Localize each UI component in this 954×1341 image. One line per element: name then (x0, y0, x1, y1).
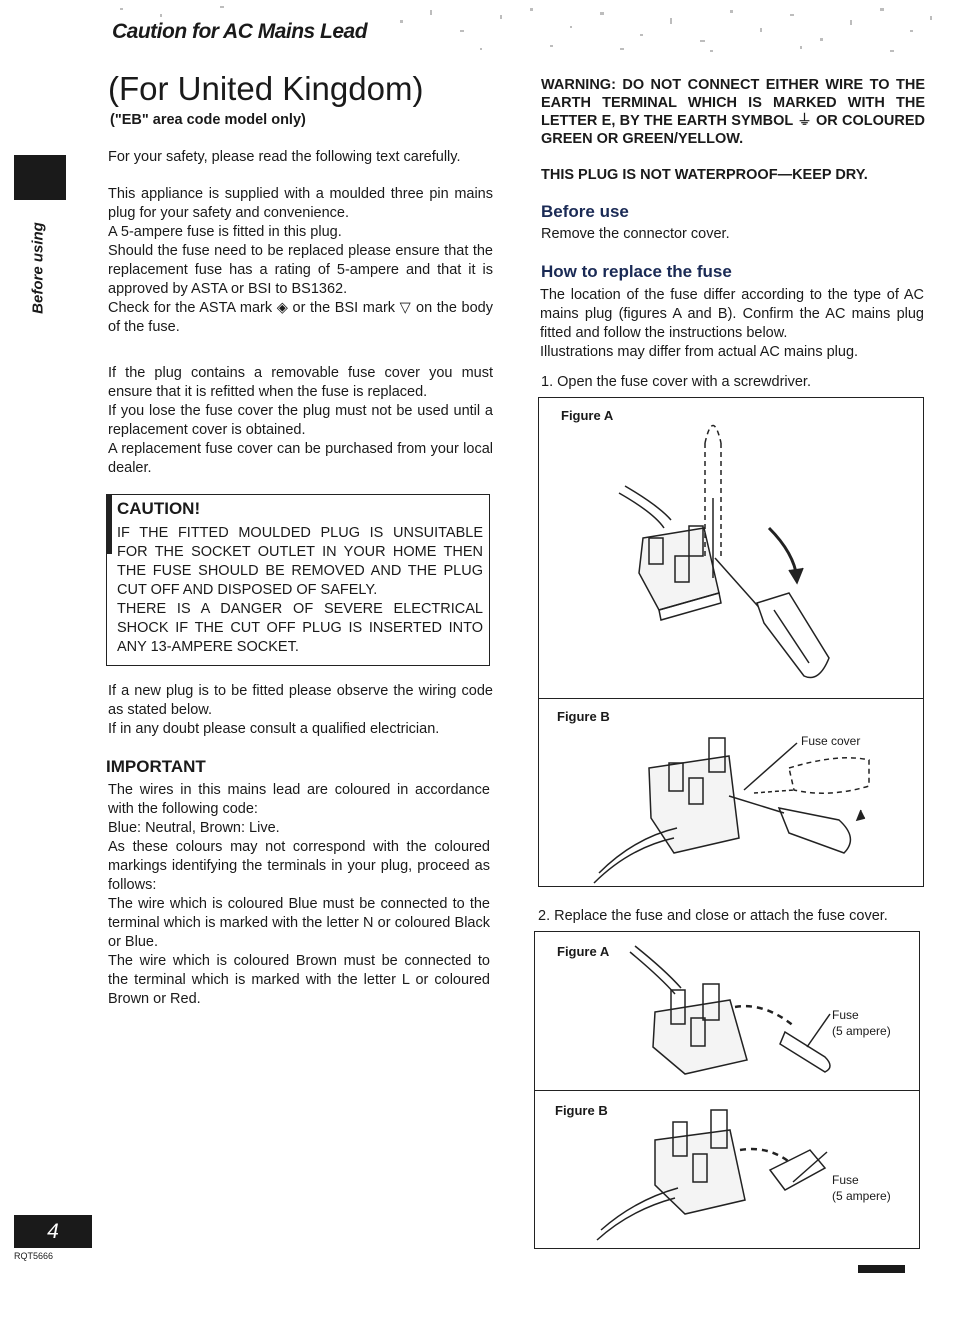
end-of-section-marker (858, 1265, 905, 1273)
text-line: The wire which is coloured Blue must be connected to the terminal which is marked with the letter N or coloured Black or Blue. (108, 896, 490, 950)
caution-line: IF THE FITTED MOULDED PLUG IS UNSUITABLE FOR THE SOCKET OUTLET IN YOUR HOME THEN THE FUSE SHOULD BE REMOVED AND THE PLUG CUT OFF AND DISPOSED OF SAFELY. (117, 525, 483, 598)
intro-text: For your safety, please read the following text carefully. (108, 149, 461, 165)
fuse-rating-label: (5 ampere) (832, 1189, 891, 1203)
caution-bar (106, 494, 112, 554)
fuse-cover-paragraph (108, 364, 493, 478)
figure-b-plug-fuse-cover (539, 698, 923, 886)
caution-line: THERE IS A DANGER OF SEVERE ELECTRICAL SHOCK IF THE CUT OFF PLUG IS INSERTED INTO ANY 13-AMPERE SOCKET. (117, 601, 483, 655)
page-number: 4 (14, 1215, 92, 1248)
important-heading: IMPORTANT (106, 757, 206, 776)
not-waterproof-text: THIS PLUG IS NOT WATERPROOF—KEEP DRY. (541, 167, 868, 183)
text-line: As these colours may not correspond with the coloured markings identifying the terminals in your plug, proceed as follows: (108, 839, 490, 893)
caution-title: CAUTION! (117, 499, 201, 518)
text-line: This appliance is supplied with a moulded three pin mains plug for your safety and convenience. (108, 186, 493, 221)
caution-text (117, 524, 483, 657)
before-use-heading: Before use (541, 202, 629, 221)
text-line: If a new plug is to be fitted please observe the wiring code as stated below. (108, 683, 493, 718)
figure-a-fuse-replace (535, 932, 919, 1090)
text-line: If the plug contains a removable fuse cover you must ensure that it is refitted when the fuse is replaced. (108, 365, 493, 400)
figure-a-label: Figure A (561, 408, 614, 423)
replace-fuse-text (540, 286, 924, 362)
fuse-info-paragraph (108, 185, 493, 337)
fuse-label: Fuse (832, 1173, 859, 1187)
fuse-label: Fuse (832, 1008, 859, 1022)
text-line: The location of the fuse differ according to the type of AC mains plug (figures A and B). Confirm the AC mains plug fitted and follow the instructions below. (540, 287, 924, 341)
text-line: If in any doubt please consult a qualified electrician. (108, 721, 440, 737)
figure-b-fuse-replace (535, 1090, 919, 1248)
text-line: Illustrations may differ from actual AC mains plug. (540, 344, 859, 360)
step-1-figures (538, 397, 924, 887)
caution-box (106, 494, 490, 666)
step-2-text: 2. Replace the fuse and close or attach the fuse cover. (538, 908, 888, 924)
side-tab-label: Before using (29, 222, 47, 314)
text-line: The wires in this mains lead are coloured in accordance with the following code: (108, 782, 490, 817)
text-line: Blue: Neutral, Brown: Live. (108, 820, 280, 836)
side-tab-marker (14, 155, 66, 200)
text-line: Should the fuse need to be replaced please ensure that the replacement fuse has a rating of 5-ampere and that it is approved by ASTA or BSI to BS1362. (108, 243, 493, 297)
page-title: (For United Kingdom) (108, 70, 424, 107)
step-1-text: 1. Open the fuse cover with a screwdriver. (541, 374, 811, 390)
text-line: Check for the ASTA mark ◈ or the BSI mark ▽ on the body of the fuse. (108, 300, 493, 335)
text-line: A 5-ampere fuse is fitted in this plug. (108, 224, 342, 240)
figure-a-label: Figure A (557, 944, 610, 959)
fuse-rating-label: (5 ampere) (832, 1024, 891, 1038)
important-text (108, 781, 490, 1009)
text-line: A replacement fuse cover can be purchased from your local dealer. (108, 441, 493, 476)
page-subtitle: ("EB" area code model only) (110, 112, 306, 128)
warning-text: WARNING: DO NOT CONNECT EITHER WIRE TO THE EARTH TERMINAL WHICH IS MARKED WITH THE LETTER E, BY THE EARTH SYMBOL ⏚ OR COLOURED GREEN OR GREEN/YELLOW. (541, 77, 925, 147)
step-2-figures (534, 931, 920, 1249)
figure-a-plug-screwdriver (539, 398, 923, 698)
text-line: The wire which is coloured Brown must be connected to the terminal which is marked with the letter L or coloured Brown or Red. (108, 953, 490, 1007)
document-code: RQT5666 (14, 1251, 54, 1261)
section-header-title: Caution for AC Mains Lead (112, 20, 368, 43)
fuse-cover-label: Fuse cover (801, 734, 861, 748)
replace-fuse-heading: How to replace the fuse (541, 262, 732, 281)
before-use-text: Remove the connector cover. (541, 226, 730, 242)
figure-b-label: Figure B (555, 1103, 608, 1118)
text-line: If you lose the fuse cover the plug must not be used until a replacement cover is obtained. (108, 403, 493, 438)
figure-b-label: Figure B (557, 709, 610, 724)
new-plug-paragraph (108, 682, 493, 739)
